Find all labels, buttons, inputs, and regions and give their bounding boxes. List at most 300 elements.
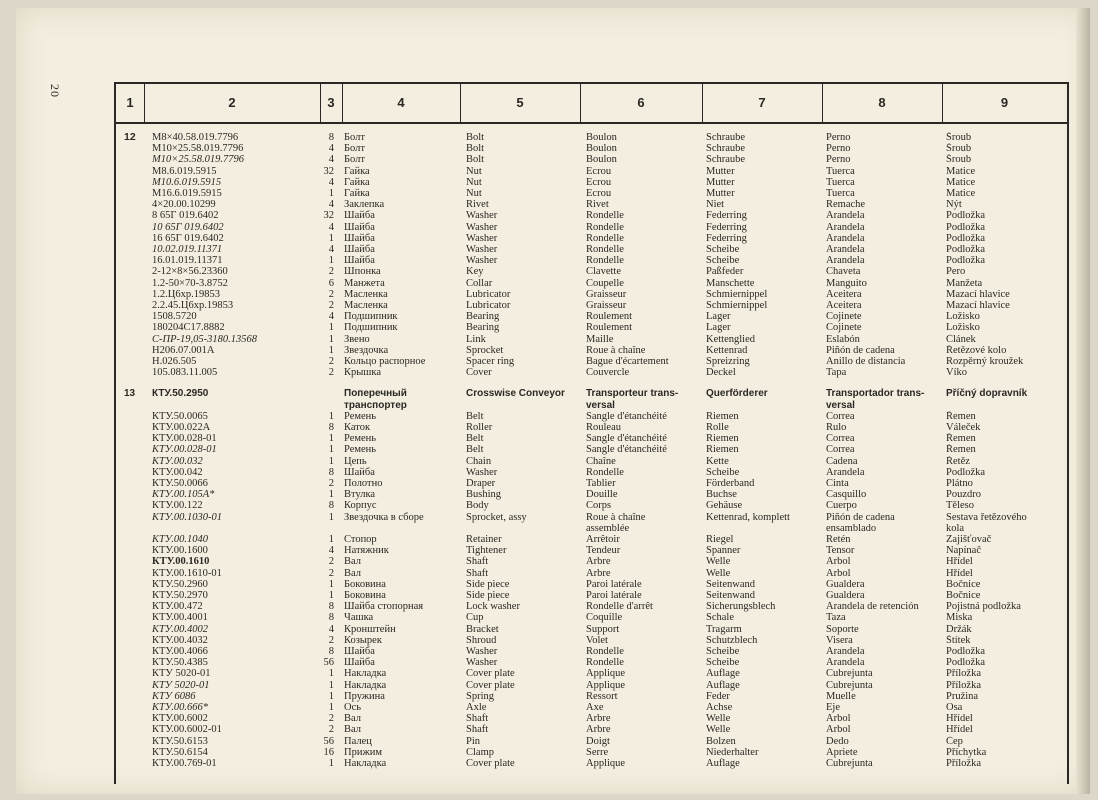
part-code: КТУ.00.105А* [152,489,215,501]
quantity: 56 [323,657,334,669]
name-english: Cover [466,367,492,379]
part-code: M8×40.58.019.7796 [152,132,239,143]
name-russian: Масленка [344,300,388,311]
table-row [116,289,1067,300]
name-french: Roulement [586,311,633,323]
name-czech: Pojistná podložka [946,601,1021,613]
name-czech: Řemen [946,410,976,422]
name-czech: Příčný dopravník [946,388,1028,400]
part-code: КТУ.00.028-01 [152,444,217,456]
part-code: КТУ.00.4032 [152,634,208,646]
quantity: 1 [328,534,334,545]
name-german: Querförderer [706,388,768,400]
name-german: Schale [706,612,734,624]
quantity: 2 [328,567,334,579]
name-czech: Podložka [946,210,986,222]
name-spanish: Tensor [826,545,855,557]
name-german: Riemen [706,433,739,445]
name-russian: Гайка [344,176,370,188]
name-spanish: Cadena [826,455,858,467]
table-row [116,624,1067,635]
name-english: Shaft [466,556,489,568]
name-french: Sangle d'étanchéité [586,410,667,422]
table-row [116,568,1067,579]
part-code: КТУ.00.1030-01 [152,511,222,523]
part-code: 105.083.11.005 [152,367,218,379]
part-code: КТУ.00.666* [152,702,208,713]
name-german: Riemen [706,410,739,422]
name-english: Cover plate [466,668,515,680]
quantity: 4 [328,244,334,255]
name-german: Lager [706,311,731,323]
name-german: Schmiernippel [706,288,768,300]
name-french: Rondelle [586,232,624,244]
quantity: 1 [328,322,334,334]
name-spanish: Arandela [826,657,865,669]
quantity: 4 [328,199,334,211]
name-english: Shaft [466,724,489,736]
part-code: КТУ.50.0066 [152,478,208,489]
name-french: Couvercle [586,367,630,379]
quantity: 1 [328,489,334,501]
name-german: Schmiernippel [706,300,768,311]
name-spanish: Retén [826,534,851,545]
part-code: КТУ.00.032 [152,455,203,467]
part-code: КТУ 6086 [152,690,196,702]
part-code: КТУ.50.2970 [152,590,208,601]
name-czech: Šroub [946,143,972,155]
name-spanish: Piñón de cadena [826,344,895,356]
name-spanish: Tuerca [826,176,855,188]
table-row [116,266,1067,277]
name-french: Support [586,623,620,635]
name-english: Body [466,500,489,512]
name-spanish: Correa [826,444,855,456]
name-german: Auflage [706,679,740,691]
name-spanish: Correa [826,433,855,445]
name-english: Sprocket [466,344,504,356]
part-code: M8.6.019.5915 [152,165,217,177]
name-german: Sicherungsblech [706,601,776,613]
name-spanish: Cojinete [826,311,862,323]
quantity: 8 [328,500,334,512]
name-russian: Шайба стопорная [344,601,424,613]
table-row [116,222,1067,233]
name-czech: Váleček [946,422,981,433]
name-french: Rivet [586,199,609,211]
name-french: Rondelle d'arrêt [586,601,653,613]
name-czech: Čep [946,735,963,747]
book-spine [1076,8,1090,794]
quantity: 4 [328,176,334,188]
table-row [116,132,1067,143]
table-row [116,422,1067,433]
name-english: Spring [466,690,495,702]
table-row [116,646,1067,657]
name-spanish: Arbol [826,567,851,579]
name-english: Nut [466,188,482,199]
name-russian: Вал [344,556,361,568]
table-row [116,467,1067,478]
name-spanish: Cubrejunta [826,758,873,769]
column-header: 5 [516,95,524,110]
name-spanish: ensamblado [826,522,877,534]
table-row [116,489,1067,500]
name-german: Auflage [706,758,740,769]
name-czech: Podložka [946,255,986,267]
name-german: Achse [706,702,733,713]
table-row [116,334,1067,345]
name-french: Roulement [586,322,633,334]
name-french: Paroi latérale [586,578,642,590]
name-german: Mutter [706,188,735,199]
quantity: 8 [328,422,334,433]
quantity: 1 [328,410,334,422]
name-spanish: Arandela de retención [826,601,919,613]
name-french: Coupelle [586,277,624,289]
name-french: Applique [586,758,626,769]
name-french: Douille [586,489,618,501]
name-czech: Podložka [946,244,986,255]
part-code: H206.07.001A [152,344,215,356]
table-row [116,433,1067,444]
name-english: Washer [466,221,498,233]
name-french: Paroi latérale [586,590,642,601]
part-code: 2-12×8×56.23360 [152,266,228,278]
table-row [116,356,1067,367]
name-czech: Pružina [946,690,979,702]
name-czech: Řetězové kolo [946,344,1007,356]
name-russian: Гайка [344,188,370,199]
name-french: Tendeur [586,545,621,557]
name-russian: Ось [344,702,362,713]
name-english: Bolt [466,143,485,155]
name-spanish: Tuerca [826,165,855,177]
quantity: 4 [328,154,334,166]
part-code: КТУ.50.6154 [152,746,208,758]
table-header [116,82,1067,124]
quantity: 32 [323,210,334,222]
quantity: 1 [328,758,334,769]
name-english: Link [466,333,486,345]
name-russian: Стопор [344,534,377,545]
name-german: Gehäuse [706,500,743,512]
name-german: Seitenwand [706,578,755,590]
name-english: Cover plate [466,758,515,769]
part-code: 1.2-50×70-3.8752 [152,277,228,289]
name-spanish: Casquillo [826,489,867,501]
name-german: Welle [706,556,731,568]
name-czech: Matice [946,176,976,188]
name-english: Collar [466,277,493,289]
name-spanish: Piñón de cadena [826,511,895,523]
name-english: Bearing [466,311,500,323]
name-french: Roue à chaîne [586,511,646,523]
part-code: КТУ 5020-01 [152,679,210,691]
name-czech: Rozpěrný kroužek [946,356,1024,367]
name-russian: Втулка [344,489,376,501]
name-russian: Накладка [344,758,387,769]
name-czech: Ložisko [946,311,980,323]
name-french: Rouleau [586,422,621,433]
name-russian: Масленка [344,288,388,300]
name-french: Ecrou [586,165,612,177]
part-code: 16.01.019.11371 [152,255,223,267]
name-english: Belt [466,444,484,456]
table-row [116,388,1067,399]
name-german: Schraube [706,154,746,166]
name-russian: Звездочка [344,344,389,356]
name-russian: Козырек [344,634,382,646]
table-row [116,177,1067,188]
name-spanish: Cubrejunta [826,668,873,680]
table-row [116,713,1067,724]
name-spanish: Remache [826,199,866,211]
name-russian: Прижим [344,746,382,758]
name-german: Deckel [706,367,736,379]
quantity: 56 [323,735,334,747]
name-russian: Заклепка [344,199,385,211]
table-row [116,635,1067,646]
part-code: M16.6.019.5915 [152,188,222,199]
name-english: Bolt [466,154,485,166]
table-row [116,702,1067,713]
name-czech: Matice [946,165,976,177]
name-spanish: Arbol [826,556,851,568]
name-french: Rondelle [586,466,624,478]
part-code: 10 65Г 019.6402 [152,221,224,233]
name-german: Schraube [706,132,746,143]
name-french: Arbre [586,724,611,736]
part-code: КТУ.00.1610 [152,556,210,568]
name-french: Boulon [586,132,617,143]
name-czech: Hřídel [946,713,973,725]
name-spanish: Eje [826,702,840,713]
name-german: Manschette [706,277,755,289]
name-english: Tightener [466,545,507,557]
name-english: Shroud [466,634,497,646]
name-spanish: Arandela [826,255,865,267]
name-german: Buchse [706,489,737,501]
name-french: Sangle d'étanchéité [586,433,667,445]
table-row [116,612,1067,623]
name-french: Doigt [586,735,610,747]
column-header: 2 [228,95,236,110]
part-code: M10.6.019.5915 [152,176,222,188]
name-czech: Mazací hlavice [946,288,1010,300]
name-russian: Боковина [344,578,386,590]
name-german: Rolle [706,422,729,433]
name-english: Rivet [466,199,489,211]
part-code: 1508.5720 [152,311,197,323]
name-russian: Шайба [344,466,375,478]
name-french: Rondelle [586,244,624,255]
name-german: Welle [706,567,731,579]
name-english: Shaft [466,567,489,579]
column-header: 9 [1000,95,1009,110]
name-russian: Вал [344,567,361,579]
quantity: 1 [328,455,334,467]
name-french: Graisseur [586,300,627,311]
quantity: 16 [323,746,334,758]
name-czech: Ložisko [946,322,980,334]
table-row [116,278,1067,289]
table-row [116,255,1067,266]
name-spanish: Chaveta [826,266,861,278]
name-german: Auflage [706,668,740,680]
name-english: Sprocket, assy [466,511,527,523]
table-row [116,523,1067,534]
item-number: 12 [124,132,136,143]
name-russian: Вал [344,724,361,736]
name-spanish: Arandela [826,232,865,244]
name-french: Coquille [586,612,623,624]
name-russian: Шайба [344,255,375,267]
name-russian: Накладка [344,679,387,691]
quantity: 2 [328,713,334,725]
name-english: Draper [466,478,496,489]
name-russian: Подшипник [344,311,398,323]
quantity: 2 [328,300,334,311]
quantity: 1 [328,578,334,590]
name-czech: Mazací hlavice [946,300,1010,311]
part-code: M10×25.58.019.7796 [152,154,244,166]
part-code: 4×20.00.10299 [152,199,216,211]
part-code: КТУ.50.2950 [152,388,209,400]
name-czech: Příložka [946,668,981,680]
table-row [116,199,1067,210]
name-czech: Bočnice [946,578,981,590]
name-german: Welle [706,713,731,725]
name-spanish: Cinta [826,478,849,489]
name-russian: Звено [344,333,370,345]
quantity: 1 [328,255,334,267]
name-german: Schutzblech [706,634,758,646]
name-english: Washer [466,232,498,244]
name-czech: Řemen [946,433,976,445]
part-code: КТУ.00.1600 [152,545,208,557]
name-russian: Пружина [344,690,385,702]
name-czech: Příchytka [946,746,987,758]
name-german: Scheibe [706,244,740,255]
quantity: 1 [328,668,334,680]
table-row [116,545,1067,556]
name-german: Kette [706,455,729,467]
name-czech: Víko [946,367,967,379]
name-spanish: Eslabón [826,333,860,345]
name-russian: Манжета [344,277,385,289]
name-spanish: Arbol [826,713,851,725]
part-code: M10×25.58.019.7796 [152,143,244,155]
name-czech: Hřídel [946,724,973,736]
name-french: Ressort [586,690,618,702]
table-row [116,512,1067,523]
name-french: Arrêtoir [586,534,620,545]
name-czech: Těleso [946,500,974,512]
table-row [116,579,1067,590]
quantity: 8 [328,132,334,143]
part-code: H.026.505 [152,356,197,367]
part-code: КТУ.00.4066 [152,646,208,657]
table-row [116,400,1067,411]
name-spanish: Arandela [826,210,865,222]
column-header: 7 [758,95,766,110]
quantity: 2 [328,356,334,367]
name-english: Retainer [466,534,502,545]
quantity: 1 [328,188,334,199]
part-code: КТУ.00.1610-01 [152,567,222,579]
column-header: 1 [126,95,134,110]
name-english: Bushing [466,489,502,501]
name-czech: Řetěz [946,455,970,467]
name-czech: Osa [946,702,963,713]
name-german: Scheibe [706,466,740,478]
name-english: Cup [466,612,484,624]
quantity: 2 [328,367,334,379]
part-code: КТУ.00.028-01 [152,433,217,445]
name-russian: Шпонка [344,266,381,278]
name-english: Roller [466,422,493,433]
name-czech: Článek [946,333,976,345]
name-english: Belt [466,410,484,422]
name-russian: Шайба [344,244,375,255]
name-german: Kettenrad, komplett [706,511,790,523]
name-german: Schraube [706,143,746,155]
name-russian: транспортер [344,399,407,411]
name-spanish: Perno [826,132,851,143]
name-russian: Подшипник [344,322,398,334]
name-english: Side piece [466,590,510,601]
name-french: Boulon [586,143,617,155]
quantity: 8 [328,466,334,478]
name-french: Rondelle [586,657,624,669]
name-russian: Шайба [344,646,375,657]
name-english: Axle [466,702,487,713]
name-spanish: Rulo [826,422,847,433]
name-russian: Болт [344,143,365,155]
name-czech: Sestava řetězového [946,511,1027,523]
name-russian: Шайба [344,210,375,222]
name-spanish: Cuerpo [826,500,857,512]
name-german: Förderband [706,478,755,489]
quantity: 1 [328,690,334,702]
quantity: 1 [328,511,334,523]
name-french: Roue à chaîne [586,344,646,356]
table-row [116,210,1067,221]
name-german: Niet [706,199,725,211]
quantity: 4 [328,143,334,155]
quantity: 1 [328,590,334,601]
table-row [116,322,1067,333]
name-german: Seitenwand [706,590,755,601]
name-english: Bolt [466,132,485,143]
quantity: 1 [328,232,334,244]
quantity: 32 [323,165,334,177]
name-russian: Кронштейн [344,623,396,635]
name-spanish: Tuerca [826,188,855,199]
table-row [116,680,1067,691]
name-french: Maille [586,333,614,345]
name-spanish: Arandela [826,646,865,657]
name-czech: Šroub [946,132,972,143]
name-french: Clavette [586,266,621,278]
name-german: Riegel [706,534,734,545]
column-header: 3 [327,95,335,110]
table-row [116,444,1067,455]
part-code: КТУ.50.4385 [152,657,208,669]
page-number: 20 [48,84,62,98]
quantity: 4 [328,311,334,323]
